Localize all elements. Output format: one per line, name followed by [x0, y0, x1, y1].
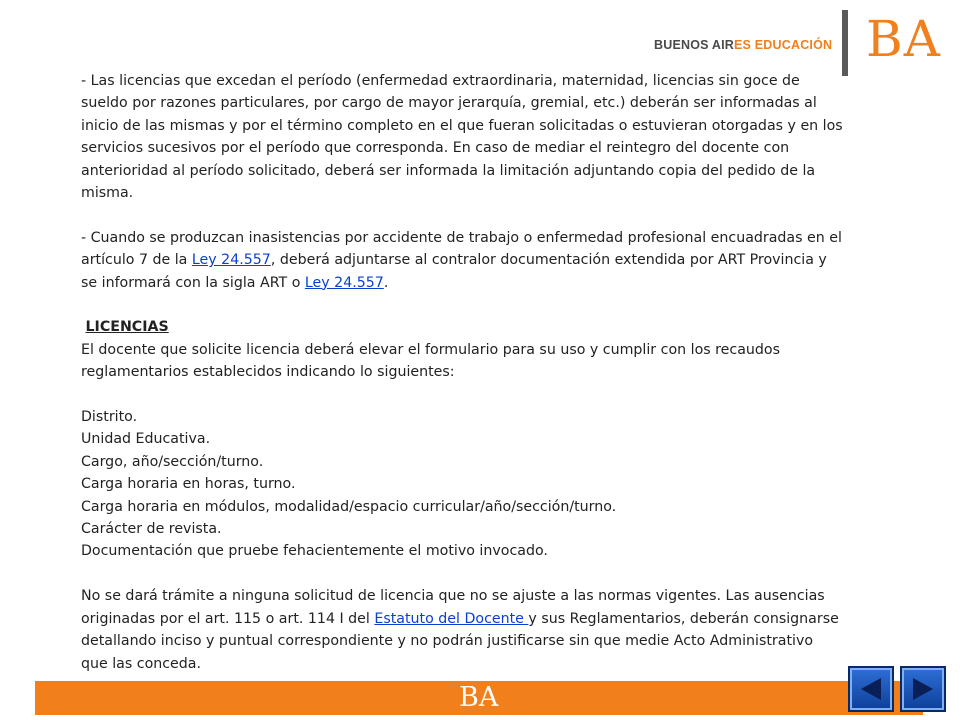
- ba-logo: BA: [866, 10, 941, 68]
- list-item: Carga horaria en horas, turno.: [81, 476, 296, 493]
- footer-ba-logo: BA: [459, 682, 499, 713]
- list-item: Unidad Educativa.: [81, 431, 211, 448]
- next-slide-button[interactable]: [900, 666, 946, 712]
- triangle-left-icon: [857, 675, 885, 703]
- list-item: Carácter de revista.: [81, 521, 222, 538]
- previous-slide-button[interactable]: [848, 666, 894, 712]
- ley-24557-link-2[interactable]: Ley 24.557: [304, 274, 384, 291]
- requirements-list: [81, 406, 843, 563]
- list-item: Cargo, año/sección/turno.: [81, 453, 264, 470]
- brand-divider: [842, 10, 848, 76]
- list-item: Documentación que pruebe fehacientemente el motivo invocado.: [81, 543, 548, 560]
- document-body: [81, 70, 843, 675]
- estatuto-docente-link[interactable]: Estatuto del Docente: [374, 610, 529, 627]
- triangle-right-icon: [909, 675, 937, 703]
- list-item: Carga horaria en módulos, modalidad/espacio curricular/año/sección/turno.: [81, 498, 617, 515]
- paragraph-solicitud: El docente que solicite licencia deberá elevar el formulario para su uso y cumplir con los recaudos reglamentarios establecidos indicando lo siguientes:: [81, 341, 780, 381]
- section-heading: [81, 316, 843, 338]
- brand-text-accent: ES EDUCACIÓN: [734, 38, 833, 52]
- list-item: Distrito.: [81, 409, 138, 426]
- paragraph-licencias-excedan: - Las licencias que excedan el período (enfermedad extraordinaria, maternidad, licencias sin goce de sueldo por razones particulares, por cargo de mayor jerarquía, gremial, etc.) deberán ser informadas al inicio de las mismas y por el término completo en el que fueran solicitadas o estuvieran otorgadas y en los servicios sucesivos por el período que corresponda. En caso de mediar el reintegro del docente con anterioridad al período solicitado, deberá ser informada la limitación adjuntando copia del pedido de la misma.: [81, 73, 843, 202]
- brand-text: [654, 38, 832, 52]
- brand-text-main: BUENOS AIR: [654, 38, 735, 52]
- paragraph-accidente-trabajo: - Cuando se produzcan inasistencias por accidente de trabajo o enfermedad profesional encuadradas en el artículo 7 de la Ley 24.557, deberá adjuntarse al contralor documentación extendida por ART Provincia y se informará con la sigla ART o Ley 24.557.: [81, 229, 842, 291]
- licencias-heading: LICENCIAS: [85, 319, 169, 336]
- ley-24557-link[interactable]: Ley 24.557: [191, 252, 271, 269]
- paragraph-tramite: No se dará trámite a ninguna solicitud de licencia que no se ajuste a las normas vigentes. Las ausencias originadas por el art. 115 o art. 114 I del Estatuto del Docente y sus Reglamentarios, deberán consignarse detallando inciso y puntual correspondiente y no podrán justificarse sin que medie Acto Administrativo que las conceda.: [81, 588, 839, 672]
